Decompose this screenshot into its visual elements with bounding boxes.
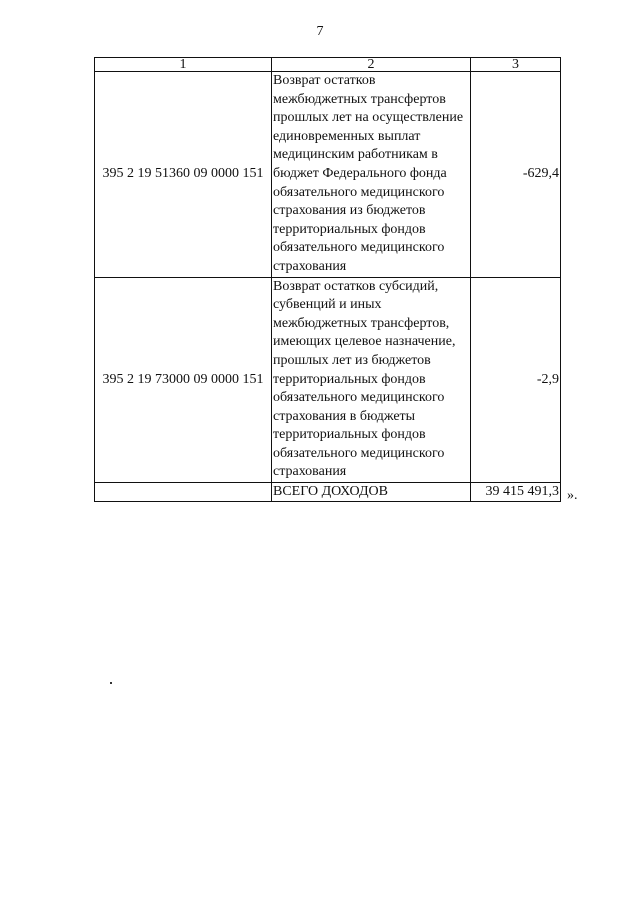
total-label: ВСЕГО ДОХОДОВ <box>272 483 471 502</box>
description-line: межбюджетных трансфертов <box>273 91 446 107</box>
table-row <box>95 72 561 278</box>
header-col-2: 2 <box>272 58 471 72</box>
description-line: территориальных фондов <box>273 427 426 443</box>
table-header-row <box>95 58 561 72</box>
description-line: медицинским работникам в <box>273 147 438 163</box>
amount: -2,9 <box>471 277 561 483</box>
header-col-3: 3 <box>471 58 561 72</box>
description-line: территориальных фондов <box>273 371 426 387</box>
description-line: страхования в бюджеты <box>273 408 416 424</box>
description-line: обязательного медицинского <box>273 184 445 200</box>
description-line: субвенций и иных <box>273 297 382 313</box>
amount: -629,4 <box>471 72 561 278</box>
description-line: страхования <box>273 464 347 480</box>
budget-code: 395 2 19 51360 09 0000 151 <box>95 72 272 278</box>
total-row <box>95 483 561 502</box>
budget-code: 395 2 19 73000 09 0000 151 <box>95 277 272 483</box>
total-amount: 39 415 491,3 <box>471 483 561 502</box>
description <box>272 72 471 278</box>
description-line: обязательного медицинского <box>273 390 445 406</box>
description-line: обязательного медицинского <box>273 445 445 461</box>
description-line: бюджет Федерального фонда <box>273 165 447 181</box>
description-line: территориальных фондов <box>273 221 426 237</box>
total-code <box>95 483 272 502</box>
description-line: обязательного медицинского <box>273 240 445 256</box>
revenue-table <box>94 57 561 502</box>
description-line: страхования <box>273 258 347 274</box>
table-row <box>95 277 561 483</box>
description-line: страхования из бюджетов <box>273 203 426 219</box>
page-number: 7 <box>316 24 324 39</box>
description-line: имеющих целевое назначение, <box>273 334 456 350</box>
scan-speck <box>110 682 112 684</box>
header-col-1: 1 <box>95 58 272 72</box>
description-line: прошлых лет на осуществление <box>273 110 464 126</box>
description-line: единовременных выплат <box>273 128 421 144</box>
description-line: прошлых лет из бюджетов <box>273 352 431 368</box>
description-line: Возврат остатков <box>273 73 376 88</box>
closing-quote-mark: ». <box>567 488 578 503</box>
description-line: межбюджетных трансфертов, <box>273 315 450 331</box>
description-line: Возврат остатков субсидий, <box>273 278 439 294</box>
description <box>272 277 471 483</box>
